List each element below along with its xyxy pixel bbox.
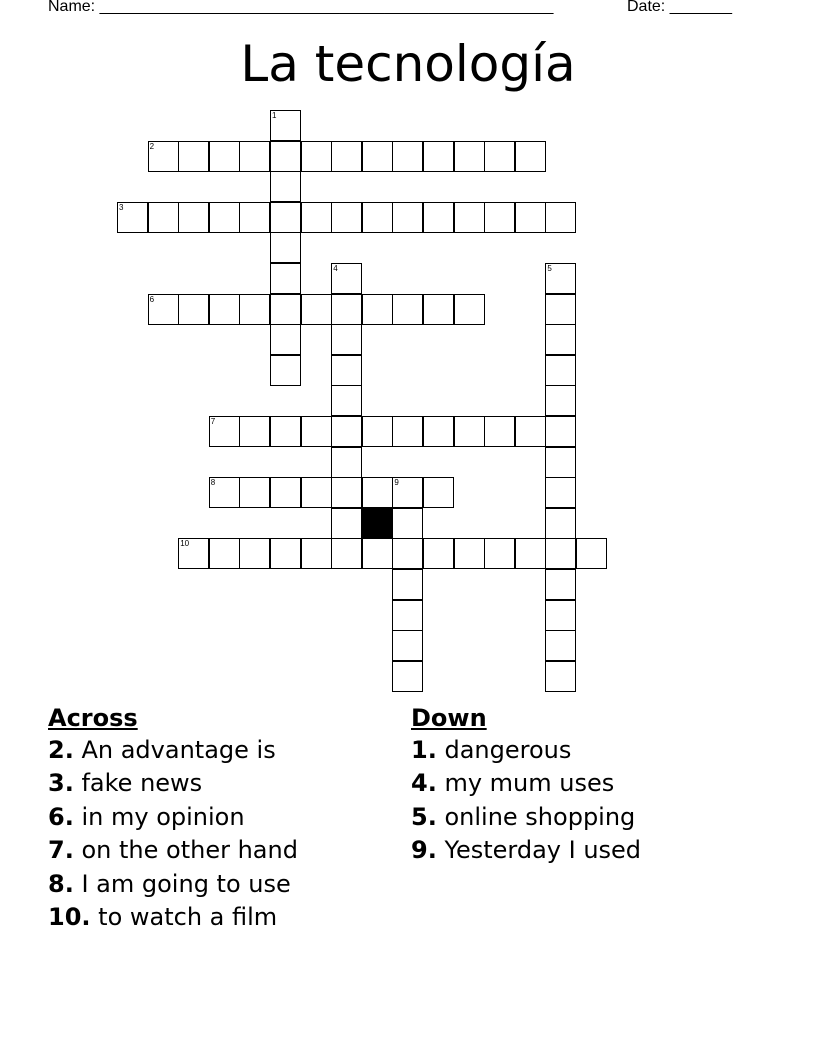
crossword-cell[interactable] (423, 141, 454, 172)
across-heading: Across (48, 704, 138, 732)
clue-number: 8. (48, 869, 74, 898)
clue-text: online shopping (444, 802, 636, 831)
crossword-cell[interactable] (178, 538, 209, 569)
crossword-cell[interactable] (545, 447, 576, 478)
crossword-cell[interactable] (148, 141, 179, 172)
crossword-cell[interactable] (423, 477, 454, 508)
crossword-cell[interactable] (484, 141, 515, 172)
page-title: La tecnología (240, 35, 576, 93)
crossword-cell[interactable] (454, 141, 485, 172)
clue-item (411, 801, 641, 834)
crossword-cell[interactable] (270, 232, 301, 263)
crossword-cell[interactable] (301, 477, 332, 508)
crossword-cell[interactable] (209, 294, 240, 325)
crossword-cell[interactable] (484, 538, 515, 569)
crossword-cell[interactable] (545, 294, 576, 325)
black-cell (362, 508, 393, 539)
clue-number: 7. (48, 836, 74, 865)
crossword-cell[interactable] (239, 477, 270, 508)
crossword-cell[interactable] (301, 141, 332, 172)
across-clue-list (48, 734, 298, 934)
crossword-cell[interactable] (392, 508, 423, 539)
crossword-cell[interactable] (331, 355, 362, 386)
crossword-cell[interactable] (178, 202, 209, 233)
crossword-cell[interactable] (545, 324, 576, 355)
crossword-cell[interactable] (515, 141, 546, 172)
clue-item (48, 801, 298, 834)
clue-text: on the other hand (81, 836, 298, 865)
crossword-cell[interactable] (301, 416, 332, 447)
crossword-cell[interactable] (301, 202, 332, 233)
crossword-cell[interactable] (515, 416, 546, 447)
crossword-cell[interactable] (515, 202, 546, 233)
clue-number: 5. (411, 802, 437, 831)
crossword-cell[interactable] (239, 416, 270, 447)
crossword-cell[interactable] (545, 385, 576, 416)
crossword-cell[interactable] (331, 141, 362, 172)
crossword-cell[interactable] (270, 110, 301, 141)
crossword-cell[interactable] (209, 416, 240, 447)
clue-text: fake news (81, 769, 203, 798)
crossword-cell[interactable] (362, 538, 393, 569)
clue-item (48, 868, 298, 901)
clue-text: in my opinion (81, 802, 245, 831)
crossword-cell[interactable] (239, 202, 270, 233)
crossword-cell[interactable] (270, 202, 301, 233)
crossword-cell[interactable] (209, 477, 240, 508)
crossword-cell[interactable] (545, 477, 576, 508)
crossword-cell[interactable] (331, 416, 362, 447)
down-heading: Down (411, 704, 487, 732)
across-clues (48, 702, 298, 934)
cell-number: 3 (119, 202, 124, 212)
crossword-cell[interactable] (515, 538, 546, 569)
crossword-cell[interactable] (392, 141, 423, 172)
cell-number: 2 (149, 141, 155, 151)
clue-item (48, 901, 298, 934)
crossword-cell[interactable] (392, 477, 423, 508)
cell-number: 10 (180, 539, 190, 549)
crossword-cell[interactable] (239, 141, 270, 172)
clue-number: 2. (48, 736, 74, 764)
crossword-cell[interactable] (148, 294, 179, 325)
crossword-cell[interactable] (484, 202, 515, 233)
crossword-cell[interactable] (178, 294, 209, 325)
crossword-cell[interactable] (362, 477, 393, 508)
crossword-cell[interactable] (178, 141, 209, 172)
crossword-cell[interactable] (392, 416, 423, 447)
crossword-cell[interactable] (392, 202, 423, 233)
crossword-cell[interactable] (301, 294, 332, 325)
cell-number: 7 (210, 417, 216, 426)
crossword-cell[interactable] (209, 141, 240, 172)
crossword-cell[interactable] (301, 538, 332, 569)
crossword-cell[interactable] (331, 385, 362, 416)
crossword-cell[interactable] (331, 263, 362, 294)
crossword-cell[interactable] (423, 538, 454, 569)
crossword-cell[interactable] (331, 538, 362, 569)
crossword-cell[interactable] (576, 538, 607, 569)
crossword-cell[interactable] (392, 569, 423, 600)
clue-text: An advantage is (81, 736, 276, 764)
crossword-cell[interactable] (454, 538, 485, 569)
crossword-cell[interactable] (270, 355, 301, 386)
date-field-line: Date: _______ (627, 0, 732, 15)
crossword-cell[interactable] (392, 630, 423, 661)
crossword-cell[interactable] (362, 416, 393, 447)
crossword-cell[interactable] (117, 202, 148, 233)
crossword-cell[interactable] (270, 324, 301, 355)
crossword-cell[interactable] (362, 141, 393, 172)
crossword-cell[interactable] (392, 600, 423, 631)
crossword-cell[interactable] (545, 538, 576, 569)
clue-number: 4. (411, 769, 437, 798)
crossword-cell[interactable] (545, 661, 576, 692)
clue-text: dangerous (444, 736, 572, 764)
clue-number: 3. (48, 769, 74, 798)
crossword-cell[interactable] (331, 508, 362, 539)
crossword-cell[interactable] (362, 294, 393, 325)
crossword-cell[interactable] (484, 416, 515, 447)
crossword-cell[interactable] (454, 202, 485, 233)
clue-text: to watch a film (98, 903, 278, 932)
clue-text: my mum uses (444, 769, 615, 798)
crossword-cell[interactable] (270, 538, 301, 569)
crossword-cell[interactable] (545, 630, 576, 661)
crossword-cell[interactable] (454, 294, 485, 325)
crossword-cell[interactable] (270, 477, 301, 508)
down-clues (411, 702, 641, 868)
clue-item (48, 767, 298, 800)
crossword-cell[interactable] (545, 355, 576, 386)
clue-item (411, 834, 641, 867)
crossword-cell[interactable] (331, 447, 362, 478)
crossword-cell[interactable] (270, 294, 301, 325)
crossword-cell[interactable] (331, 294, 362, 325)
clue-number: 9. (411, 836, 437, 865)
crossword-cell[interactable] (545, 569, 576, 600)
crossword-cell[interactable] (454, 416, 485, 447)
cell-number: 6 (149, 294, 155, 304)
clue-number: 10. (48, 903, 91, 932)
crossword-cell[interactable] (331, 324, 362, 355)
crossword-cell[interactable] (331, 477, 362, 508)
crossword-cell[interactable] (239, 538, 270, 569)
crossword-cell[interactable] (545, 416, 576, 447)
crossword-cell[interactable] (545, 263, 576, 294)
clue-item (48, 834, 298, 867)
crossword-cell[interactable] (392, 538, 423, 569)
crossword-cell[interactable] (423, 416, 454, 447)
crossword-cell[interactable] (239, 294, 270, 325)
clue-item (411, 767, 641, 800)
crossword-cell[interactable] (545, 508, 576, 539)
crossword-cell[interactable] (209, 202, 240, 233)
cell-number: 4 (333, 264, 338, 273)
crossword-cell[interactable] (270, 171, 301, 202)
crossword-cell[interactable] (270, 416, 301, 447)
crossword-cell[interactable] (362, 202, 393, 233)
down-clue-list (411, 734, 641, 868)
cell-number: 8 (210, 478, 216, 488)
crossword-cell[interactable] (331, 202, 362, 233)
name-field-line: Name: ___________________________________________________ (48, 0, 554, 15)
clue-text: I am going to use (81, 869, 291, 898)
clue-number: 6. (48, 802, 74, 831)
clue-item (48, 734, 298, 767)
clue-number: 1. (411, 736, 437, 764)
crossword-cell[interactable] (545, 202, 576, 233)
cell-number: 5 (547, 264, 552, 273)
crossword-cell[interactable] (423, 202, 454, 233)
crossword-cell[interactable] (423, 294, 454, 325)
crossword-cell[interactable] (270, 141, 301, 172)
crossword-cell[interactable] (270, 263, 301, 294)
clue-text: Yesterday I used (444, 836, 642, 865)
crossword-cell[interactable] (392, 294, 423, 325)
crossword-cell[interactable] (392, 661, 423, 692)
cell-number: 9 (394, 478, 399, 488)
crossword-cell[interactable] (148, 202, 179, 233)
crossword-cell[interactable] (209, 538, 240, 569)
cell-number: 1 (272, 111, 277, 120)
clue-item (411, 734, 641, 767)
crossword-cell[interactable] (545, 600, 576, 631)
